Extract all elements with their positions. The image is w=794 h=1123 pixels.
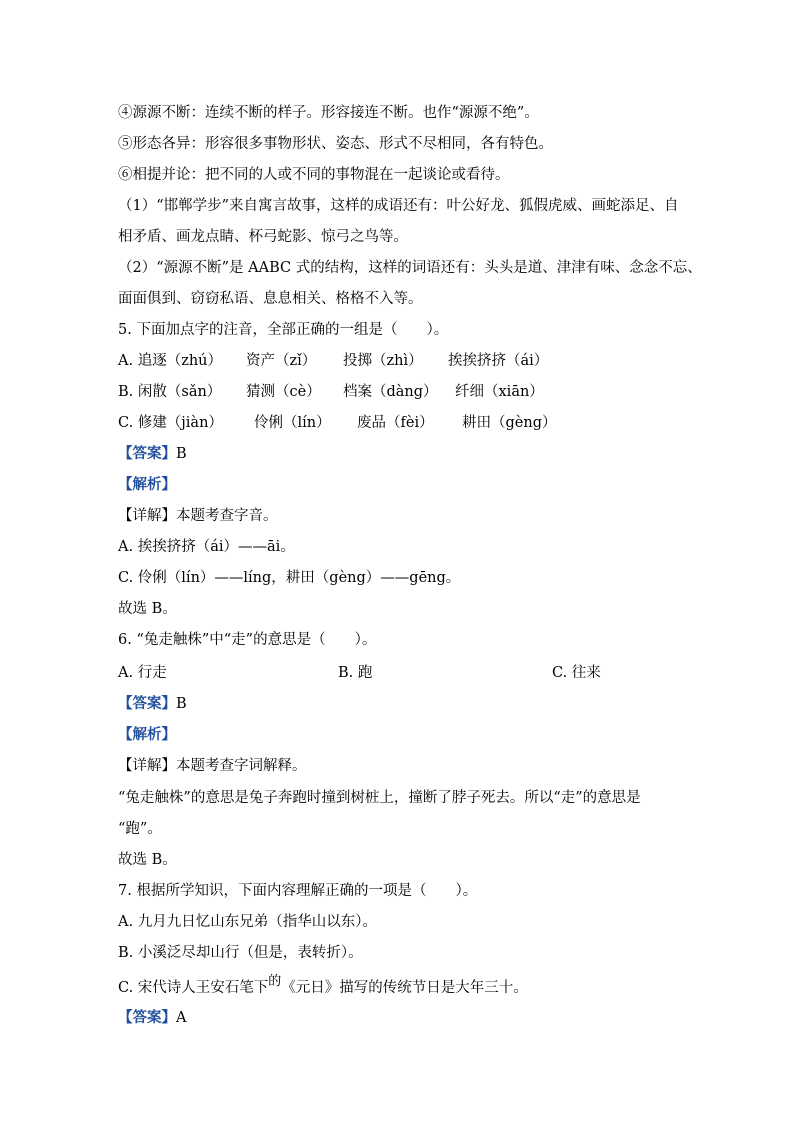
note-1-line-1: （1）“邯郸学步”来自寓言故事，这样的成语还有：叶公好龙、狐假虎威、画蛇添足、自 <box>118 198 679 214</box>
answer-tag: 【答案】 <box>118 445 176 462</box>
q5-detail-text: 本题考查字音。 <box>176 508 278 524</box>
note-1-line-2: 相矛盾、画龙点睛、杯弓蛇影、惊弓之鸟等。 <box>118 229 408 245</box>
q7-answer <box>118 1008 186 1028</box>
definition-4: ④源源不断：连续不断的样子。形容接连不断。也作“源源不绝”。 <box>118 105 539 121</box>
q5-answer <box>118 444 187 464</box>
q7-option-c-suffix: 《元日》描写的传统节日是大年三十。 <box>281 980 528 996</box>
q6-analysis-tag <box>118 725 176 745</box>
q5-answer-value: B <box>176 446 187 462</box>
q5-option-c-4: 耕田（gèng） <box>462 415 557 431</box>
q5-option-b-1: B. 闲散（sǎn） <box>118 384 222 400</box>
analysis-tag: 【解析】 <box>118 476 176 493</box>
q7-option-b: B. 小溪泛尽却山行（但是，表转折）。 <box>118 945 363 961</box>
q6-stem: 6. “兔走触株”中“走”的意思是（ ）。 <box>118 632 377 648</box>
answer-tag: 【答案】 <box>118 1009 176 1026</box>
q5-option-a-2: 资产（zǐ） <box>246 353 317 369</box>
q6-answer <box>118 694 187 714</box>
q5-detail-line-2: C. 伶俐（lín）——líng，耕田（gèng）——gēng。 <box>118 570 461 586</box>
q6-detail <box>118 756 307 776</box>
q5-option-b-2: 猜测（cè） <box>246 384 321 400</box>
q7-option-c <box>118 974 528 999</box>
detail-tag: 【详解】 <box>118 758 176 774</box>
answer-tag: 【答案】 <box>118 695 176 712</box>
q7-option-a: A. 九月九日忆山东兄弟（指华山以东）。 <box>118 914 377 930</box>
q6-option-a: A. 行走 <box>118 665 167 681</box>
definition-6: ⑥相提并论：把不同的人或不同的事物混在一起谈论或看待。 <box>118 167 510 183</box>
q5-option-b-4: 纤细（xiān） <box>455 384 544 400</box>
note-2-line-1: （2）“源源不断”是 AABC 式的结构，这样的词语还有：头头是道、津津有味、念念不忘、 <box>118 260 702 276</box>
analysis-tag: 【解析】 <box>118 726 176 743</box>
q6-option-b: B. 跑 <box>338 665 373 681</box>
q5-option-b-3: 档案（dàng） <box>343 384 438 400</box>
q7-option-c-raised: 的 <box>268 974 282 989</box>
q5-option-c-2: 伶俐（lín） <box>254 415 331 431</box>
q5-detail <box>118 506 278 526</box>
q6-conclusion: 故选 B。 <box>118 852 177 868</box>
q5-option-c-3: 废品（fèi） <box>357 415 434 431</box>
q6-detail-text: 本题考查字词解释。 <box>176 758 307 774</box>
definition-5: ⑤形态各异：形容很多事物形状、姿态、形式不尽相同，各有特色。 <box>118 136 553 152</box>
q5-detail-line-1: A. 挨挨挤挤（ái）——āi。 <box>118 539 295 555</box>
q5-option-a-4: 挨挨挤挤（ái） <box>448 353 549 369</box>
q7-option-c-prefix: C. 宋代诗人王安石笔下 <box>118 980 269 996</box>
q6-explanation-line-2: “跑”。 <box>118 821 162 837</box>
q7-answer-value: A <box>176 1010 187 1026</box>
q5-option-c-1: C. 修建（jiàn） <box>118 415 223 431</box>
q7-stem: 7. 根据所学知识，下面内容理解正确的一项是（ ）。 <box>118 883 478 899</box>
q6-answer-value: B <box>176 696 187 712</box>
q5-option-a-3: 投掷（zhì） <box>343 353 423 369</box>
q5-conclusion: 故选 B。 <box>118 601 177 617</box>
q5-stem: 5. 下面加点字的注音，全部正确的一组是（ ）。 <box>118 322 449 338</box>
q5-option-a-1: A. 追逐（zhú） <box>118 353 223 369</box>
note-2-line-2: 面面俱到、窃窃私语、息息相关、格格不入等。 <box>118 291 423 307</box>
q6-option-c: C. 往来 <box>552 665 601 681</box>
q5-analysis-tag <box>118 475 176 495</box>
q6-explanation-line-1: “兔走触株”的意思是兔子奔跑时撞到树桩上，撞断了脖子死去。所以“走”的意思是 <box>118 790 641 806</box>
detail-tag: 【详解】 <box>118 508 176 524</box>
